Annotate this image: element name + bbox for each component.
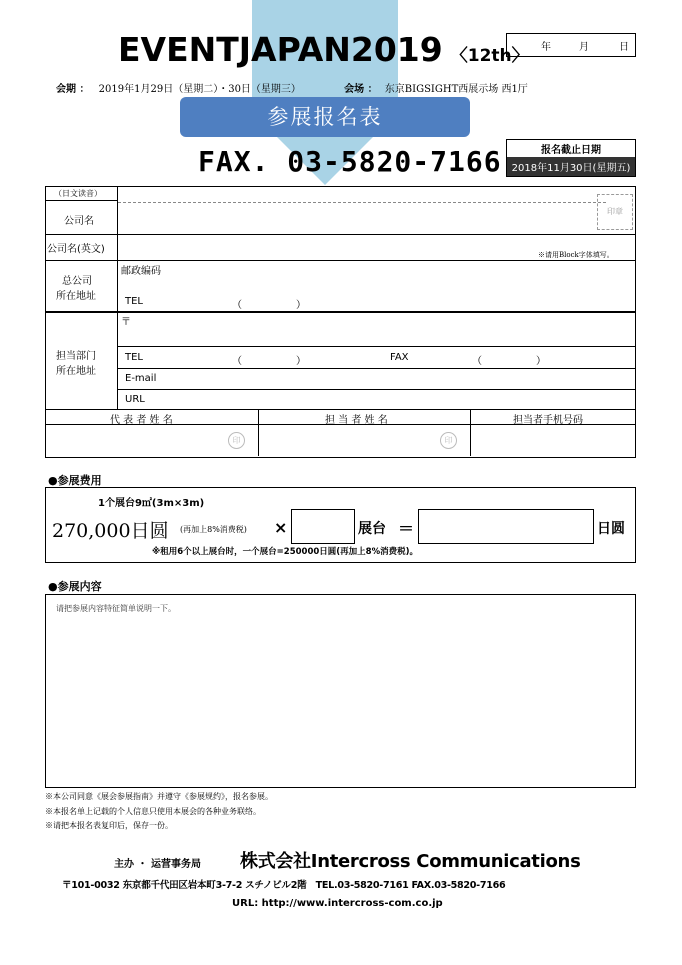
fee-section-title: ●参展费用 — [48, 474, 102, 487]
email-input[interactable] — [170, 370, 630, 388]
discount-note: ※租用6个以上展台时，一个展台=250000日圆(再加上8%消费税)。 — [152, 547, 418, 557]
deadline-box — [506, 139, 636, 177]
dept-tel-label: TEL — [125, 352, 143, 363]
dept-tel-input[interactable] — [150, 349, 380, 367]
block-font-note: ※请用Block字体填写。 — [538, 251, 614, 259]
hq-tel-input[interactable] — [150, 294, 430, 310]
rep-name-input[interactable] — [47, 426, 227, 454]
yen-label: 日圆 — [597, 521, 625, 537]
booth-unit-label: 1个展台9㎡(3m×3m) — [98, 498, 205, 509]
times-sign: × — [274, 518, 288, 537]
tax-note: (再加上8%消费税) — [180, 525, 247, 534]
date-field[interactable] — [506, 33, 636, 57]
organizer-company: 株式会社Intercross Communications — [240, 851, 581, 872]
hq-address-input[interactable] — [118, 262, 633, 292]
hq-tel-paren-open: （ — [232, 300, 242, 311]
dept-address-label-2: 所在地址 — [56, 366, 96, 377]
rep-name-header: 代 表 者 姓 名 — [110, 415, 173, 426]
day-label: 日 — [619, 42, 629, 53]
organizer-label: 主办 ・ 运营事务局 — [114, 859, 201, 870]
organizer-address: 〒101-0032 东京都千代田区岩本町3-7-2 スチノビル2階 TEL.03-5820-7161 FAX.03-5820-7166 — [62, 880, 506, 891]
event-info-line — [56, 80, 528, 95]
person-seal-mark: 印 — [440, 432, 457, 449]
person-name-input[interactable] — [260, 426, 438, 454]
dept-tel-paren-open: （ — [232, 356, 242, 367]
deadline-label: 报名截止日期 — [541, 145, 601, 156]
dept-fax-paren-close: ） — [536, 356, 546, 367]
postal-code-label: 邮政编码 — [121, 266, 161, 277]
dept-fax-input[interactable] — [420, 349, 630, 367]
rep-seal-mark: 印 — [228, 432, 245, 449]
note-3: ※请把本报名表复印后，保存一份。 — [45, 821, 173, 830]
dept-address-label-1: 担当部门 — [56, 351, 96, 362]
company-name-input[interactable] — [118, 203, 588, 233]
person-name-header: 担 当 者 姓 名 — [325, 415, 388, 426]
hq-address-label-2: 所在地址 — [56, 291, 96, 302]
hq-tel-label: TEL — [125, 296, 143, 307]
furigana-label: （日文读音） — [54, 189, 102, 198]
month-label: 月 — [579, 42, 589, 53]
hq-tel-paren-close: ） — [296, 300, 306, 311]
note-1: ※本公司同意《展会参展指南》并遵守《参展规约》，报名参展。 — [45, 792, 273, 801]
edition-label: 〈12th〉 — [450, 46, 529, 66]
organizer-url[interactable]: URL: http://www.intercross-com.co.jp — [232, 898, 443, 909]
company-name-en-label: 公司名(英文) — [47, 244, 105, 255]
equals-sign: ＝ — [398, 519, 415, 538]
period-label: 会期 ： — [56, 84, 90, 95]
note-2: ※本报名单上记载的个人信息只使用本展会的各种业务联络。 — [45, 807, 261, 816]
url-label: URL — [125, 394, 145, 405]
year-label: 年 — [541, 42, 551, 53]
dept-fax-paren-open: （ — [472, 356, 482, 367]
venue-label: 会场 ： — [344, 84, 378, 95]
fax-number: FAX. 03-5820-7166 — [198, 145, 502, 178]
email-label: E-mail — [125, 373, 157, 384]
company-seal-box: 印章 — [597, 194, 633, 230]
booth-price: 270,000日圆 — [52, 520, 169, 542]
company-name-label: 公司名 — [64, 216, 94, 227]
dept-fax-label: FAX — [390, 352, 409, 363]
deadline-value: 2018年11月30日(星期五) — [507, 157, 635, 176]
period-value: 2019年1月29日（星期二）・30日（星期三） — [98, 84, 301, 95]
content-section-title: ●参展内容 — [48, 580, 102, 593]
form-title-banner: 参展报名表 — [180, 97, 470, 137]
hq-address-label-1: 总公司 — [62, 276, 92, 287]
person-mobile-header: 担当者手机号码 — [513, 415, 583, 426]
booth-label: 展台 — [358, 521, 386, 537]
dept-tel-paren-close: ） — [296, 356, 306, 367]
dept-address-input[interactable] — [118, 313, 633, 345]
dept-postal-mark: 〒 — [121, 317, 131, 328]
event-title: EVENTJAPAN2019 〈12th〉 — [118, 30, 529, 69]
content-placeholder: 请把参展内容特征简单说明一下。 — [56, 604, 176, 613]
person-mobile-input[interactable] — [472, 426, 632, 454]
exhibit-content-textarea[interactable] — [45, 594, 636, 788]
venue-value: 东京BIGSIGHT西展示场 西1厅 — [384, 84, 528, 95]
total-amount-input[interactable] — [418, 509, 594, 544]
url-input[interactable] — [170, 391, 630, 408]
booth-count-input[interactable] — [291, 509, 355, 544]
